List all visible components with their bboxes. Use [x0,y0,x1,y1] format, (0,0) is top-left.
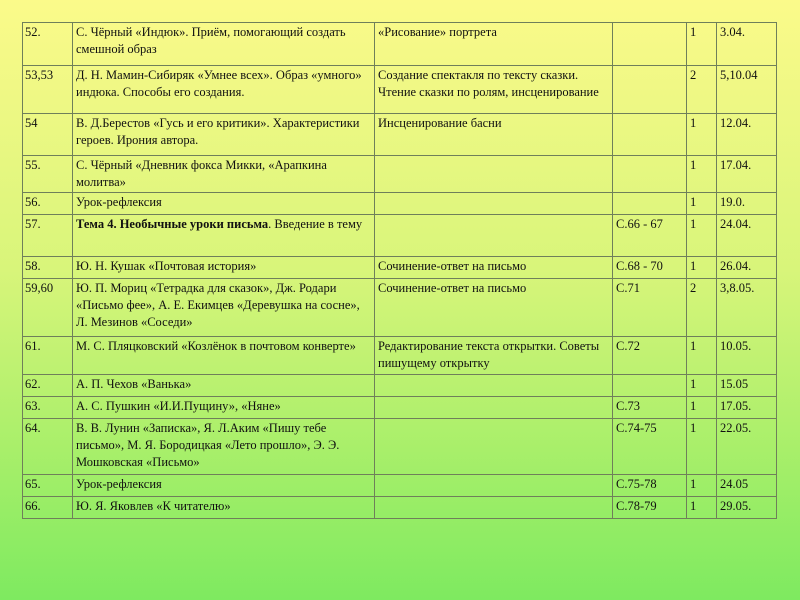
textbook-page-cell: С.78-79 [613,497,687,519]
date-cell: 3,8.05. [717,279,777,337]
hours-cell: 1 [687,475,717,497]
textbook-page-cell [613,193,687,215]
activity-cell: Создание спектакля по тексту сказки. Чтение сказки по ролям, инсценирование [375,66,613,114]
textbook-page-cell: С.68 - 70 [613,257,687,279]
lesson-number-cell: 56. [23,193,73,215]
hours-cell: 1 [687,215,717,257]
activity-cell [375,497,613,519]
activity-cell: Инсценирование басни [375,114,613,156]
hours-cell: 1 [687,419,717,475]
lesson-number-cell: 52. [23,23,73,66]
lesson-plan-table [22,22,777,519]
lesson-topic-cell: А. П. Чехов «Ванька» [73,375,375,397]
hours-cell: 1 [687,397,717,419]
activity-cell: Редактирование текста открытки. Советы пишущему открытку [375,337,613,375]
hours-cell: 2 [687,279,717,337]
activity-cell [375,156,613,193]
date-cell: 10.05. [717,337,777,375]
lesson-topic-cell: Урок-рефлексия [73,475,375,497]
table-row [23,23,777,66]
date-cell: 12.04. [717,114,777,156]
lesson-topic-cell: М. С. Пляцковский «Козлёнок в почтовом конверте» [73,337,375,375]
table-row [23,156,777,193]
textbook-page-cell: С.73 [613,397,687,419]
textbook-page-cell: С.72 [613,337,687,375]
activity-cell: Сочинение-ответ на письмо [375,257,613,279]
table-body [23,23,777,519]
textbook-page-cell: С.66 - 67 [613,215,687,257]
lesson-number-cell: 64. [23,419,73,475]
table-row [23,193,777,215]
textbook-page-cell: С.75-78 [613,475,687,497]
lesson-topic-cell: Ю. Н. Кушак «Почтовая история» [73,257,375,279]
date-cell: 5,10.04 [717,66,777,114]
table-row [23,475,777,497]
lesson-number-cell: 66. [23,497,73,519]
lesson-number-cell: 61. [23,337,73,375]
table-row [23,66,777,114]
date-cell: 24.05 [717,475,777,497]
date-cell: 26.04. [717,257,777,279]
hours-cell: 1 [687,337,717,375]
date-cell: 15.05 [717,375,777,397]
lesson-number-cell: 59,60 [23,279,73,337]
table-row [23,279,777,337]
lesson-topic-cell: Урок-рефлексия [73,193,375,215]
date-cell: 22.05. [717,419,777,475]
lesson-topic-cell: С. Чёрный «Индюк». Приём, помогающий создать смешной образ [73,23,375,66]
lesson-topic-cell [73,215,375,257]
textbook-page-cell: С.71 [613,279,687,337]
table-row [23,497,777,519]
lesson-number-cell: 54 [23,114,73,156]
lesson-number-cell: 58. [23,257,73,279]
hours-cell: 1 [687,257,717,279]
hours-cell: 1 [687,156,717,193]
lesson-topic-cell: В. Д.Берестов «Гусь и его критики». Характеристики героев. Ирония автора. [73,114,375,156]
lesson-number-cell: 62. [23,375,73,397]
table-row [23,114,777,156]
textbook-page-cell [613,114,687,156]
activity-cell: Сочинение-ответ на письмо [375,279,613,337]
hours-cell: 1 [687,193,717,215]
date-cell: 29.05. [717,497,777,519]
activity-cell [375,475,613,497]
activity-cell [375,397,613,419]
topic-text: . Введение в тему [268,217,363,231]
lesson-topic-cell: А. С. Пушкин «И.И.Пущину», «Няне» [73,397,375,419]
table-row [23,419,777,475]
lesson-topic-cell: Д. Н. Мамин-Сибиряк «Умнее всех». Образ «умного» индюка. Способы его создания. [73,66,375,114]
lesson-topic-cell: Ю. П. Мориц «Тетрадка для сказок», Дж. Родари «Письмо фее», А. Е. Екимцев «Деревушка на сосне», Л. Мезинов «Соседи» [73,279,375,337]
lesson-number-cell: 65. [23,475,73,497]
table-row [23,257,777,279]
textbook-page-cell: С.74-75 [613,419,687,475]
textbook-page-cell [613,66,687,114]
hours-cell: 1 [687,114,717,156]
hours-cell: 1 [687,497,717,519]
table-row [23,397,777,419]
activity-cell [375,215,613,257]
hours-cell: 1 [687,375,717,397]
activity-cell [375,419,613,475]
table-row [23,215,777,257]
activity-cell [375,375,613,397]
lesson-number-cell: 57. [23,215,73,257]
date-cell: 17.05. [717,397,777,419]
date-cell: 24.04. [717,215,777,257]
lesson-topic-cell: С. Чёрный «Дневник фокса Микки, «Арапкина молитва» [73,156,375,193]
textbook-page-cell [613,156,687,193]
table-row [23,337,777,375]
hours-cell: 1 [687,23,717,66]
textbook-page-cell [613,375,687,397]
activity-cell: «Рисование» портрета [375,23,613,66]
textbook-page-cell [613,23,687,66]
date-cell: 3.04. [717,23,777,66]
date-cell: 17.04. [717,156,777,193]
table-row [23,375,777,397]
lesson-number-cell: 63. [23,397,73,419]
activity-cell [375,193,613,215]
topic-heading: Тема 4. Необычные уроки письма [76,217,269,231]
hours-cell: 2 [687,66,717,114]
lesson-number-cell: 55. [23,156,73,193]
lesson-number-cell: 53,53 [23,66,73,114]
lesson-topic-cell: В. В. Лунин «Записка», Я. Л.Аким «Пишу тебе письмо», М. Я. Бородицкая «Лето прошло», Э. Э. Мошковская «Письмо» [73,419,375,475]
date-cell: 19.0. [717,193,777,215]
lesson-topic-cell: Ю. Я. Яковлев «К читателю» [73,497,375,519]
